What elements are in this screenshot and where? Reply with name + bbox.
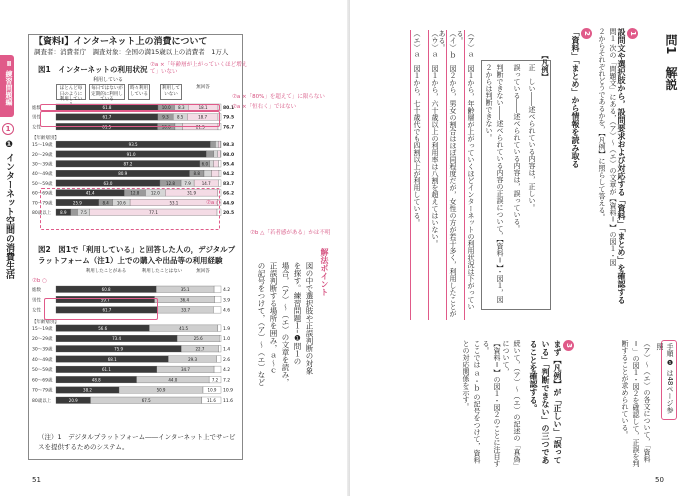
bar-value: 50.9: [156, 387, 166, 393]
fig2-legend-col2: 利用したことはない: [141, 269, 183, 274]
bar-segment: [218, 151, 221, 158]
legend-item-1: 正 しい――述べられている内容は，正しい。: [528, 64, 536, 211]
row-total: 83.7: [223, 181, 235, 187]
step-3-heading: まず【凡例】が「正しい」「誤っている」「判断できない」の三つであることを確認する。: [529, 340, 562, 464]
bar-value: 36.4: [180, 297, 189, 303]
row-label: 総数: [32, 106, 41, 111]
bar-value: 60.8: [101, 287, 111, 292]
highlight-total: [40, 104, 220, 111]
bar-value: 61.7: [102, 114, 112, 120]
row-label: 60〜69歳: [32, 378, 53, 384]
figure1-title: 図1 インターネットの利用状況: [38, 65, 148, 74]
bar-value: 38.2: [83, 387, 92, 393]
section-tab-label: Ⅱ 練習問題編: [5, 60, 13, 106]
bar-value: 12.8: [130, 190, 140, 196]
legend-label: 【凡例】: [541, 52, 549, 80]
bar-value: 11.6: [206, 398, 216, 403]
answer-line-3: （ウ）ａ 図１から，六十歳以上の利用率は八割を超えてはいない。: [428, 30, 440, 320]
kaisetsu-title: 解法ポイント: [320, 248, 329, 296]
row-label: 60〜69歳: [32, 191, 53, 197]
row-noanswer: 7.2: [223, 378, 231, 384]
bar-segment: [220, 141, 221, 148]
row-noanswer: 11.6: [223, 399, 234, 404]
bar-segment: [219, 170, 221, 177]
bar-value: 8.8: [193, 171, 200, 177]
bar-value: 7.5: [80, 210, 87, 215]
body-line-1: 問１ 次の「問題文」にある，（ア）〜（エ）の文章が【資料Ⅰ】の図１・図２からそれぞれどうであるかを，【凡例】に照らして答える。: [598, 28, 617, 266]
bar-value: 8.3: [178, 105, 185, 110]
age-header: 【年齢層別】: [32, 136, 59, 142]
row-label: 50〜59歳: [32, 368, 53, 374]
body-line-3: （ア）〜（エ）の各文について，「資料Ⅰ」の図１・図２を確認して，正誤を判断することが求められている。: [621, 340, 651, 467]
bar-segment: [210, 141, 215, 148]
row-noanswer: 1.4: [223, 347, 231, 353]
bar-value: 56.6: [98, 325, 108, 331]
bar-segment: [213, 161, 218, 168]
step-2-heading: 「資料」「まとめ」から情報を読み取る: [571, 28, 580, 168]
bar-segment: [218, 325, 221, 332]
fig1-legend-col2: 毎日ではないが定期的に利用している: [89, 84, 125, 100]
body-line-6: ここでは ａ・ｂ の記号をつけて，資料との対応関係を示す。: [462, 340, 481, 464]
row-total: 95.4: [223, 162, 235, 168]
bar-value: 14.7: [201, 180, 211, 186]
bar-value: 8.5: [176, 114, 184, 120]
bar-segment: [206, 151, 214, 158]
row-noanswer: 10.9: [223, 388, 234, 394]
kaisetsu-line-4: 正誤判断する場所を囲み，ａ〜ｃ: [269, 262, 278, 375]
bar-segment: [215, 141, 218, 148]
bar-value: 12.8: [166, 180, 175, 186]
bar-segment: [219, 335, 221, 342]
bar-value: 44.0: [168, 377, 178, 383]
step-1-heading: 設問文や選択肢から，設問要求および対応する「資料」「まとめ」を確認する: [617, 28, 626, 304]
row-label: 15〜19歳: [32, 326, 53, 332]
fig1-legend-col5: 無回答: [195, 84, 211, 93]
bar-segment: [219, 346, 221, 353]
row-total: 98.3: [223, 143, 235, 149]
row-label: 30〜39歳: [32, 347, 53, 353]
kaisetsu-line-5: の記号をつけて，（ア）〜（エ）など: [257, 262, 266, 386]
figure2-title: 図2 図1で「利用している」と回答した人の，デジタルプラットフォーム（注1）上での購入や出品等の利用経験: [38, 245, 236, 265]
kaisetsu-line-1: 図の中で選択肢や正誤判断の対象: [305, 262, 314, 375]
bar-value: 20.9: [68, 398, 78, 403]
row-total: 94.2: [223, 172, 235, 178]
bar-value: 35.1: [180, 287, 190, 292]
row-total: 98.0: [223, 152, 235, 158]
bar-value: 61.5: [102, 124, 112, 130]
bar-value: 8.4: [102, 200, 109, 206]
row-label: 20〜29歳: [32, 337, 53, 343]
annotation-b1: ⑦b ○: [32, 278, 47, 284]
row-label: 80歳以上: [32, 399, 52, 404]
bar-segment: [211, 170, 219, 177]
bar-value: 91.0: [126, 151, 136, 157]
bar-value: 18.1: [198, 105, 208, 110]
fig1-use-label: 利用している: [58, 77, 158, 85]
step-1: [617, 28, 638, 304]
row-total: 44.9: [223, 201, 235, 207]
row-label: 40〜49歳: [32, 172, 53, 178]
bar-value: 6.0: [201, 161, 209, 167]
bar-value: 34.7: [180, 367, 190, 373]
row-label: 50〜59歳: [32, 181, 53, 187]
bar-segment: [213, 307, 221, 314]
row-noanswer: 1.0: [223, 337, 231, 343]
body-line-5: 【資料Ⅰ】の図１・図２のことに注目する。: [482, 340, 501, 467]
bar-segment: [219, 161, 221, 168]
annotation-b2: ⑦b △「若者感がある」かは不明: [250, 230, 331, 236]
bar-value: 67.5: [141, 398, 151, 403]
bar-segment: [218, 141, 220, 148]
bar-segment: [220, 151, 221, 158]
row-label: 女性: [32, 308, 41, 314]
row-label: 15〜19歳: [32, 143, 53, 149]
highlight-older: [40, 188, 220, 230]
bar-segment: [214, 151, 218, 158]
row-label: 男性: [32, 115, 41, 121]
bar-value: 68.1: [107, 356, 117, 362]
row-total: 66.2: [223, 191, 235, 197]
chapter-title: ❶ インターネット空間の消費生活: [4, 140, 14, 280]
right-page-number: 50: [655, 476, 664, 484]
bar-value: 7.2: [211, 377, 219, 383]
bar-value: 87.2: [123, 161, 133, 167]
bar-value: 31.9: [187, 190, 197, 196]
bar-value: 8.9: [60, 210, 67, 215]
bar-value: 77.1: [148, 210, 158, 215]
row-noanswer: 3.9: [223, 298, 231, 304]
bar-segment: [215, 296, 221, 303]
kaisetsu-line-3: 場合，（ア）〜（エ）の文章を読み，: [281, 262, 290, 386]
bar-value: 41.5: [179, 325, 189, 331]
bar-segment: [214, 286, 221, 293]
bar-value: 25.9: [72, 200, 82, 206]
body-line-4: 続いて，（ア）〜（エ）の記述の「真偽」について，: [502, 340, 521, 470]
bar-value: 63.0: [103, 180, 113, 186]
legend-item-3: 判断できない――述べられている内容の正誤について，【資料Ⅰ】・図１，図２からは判断できない。: [485, 64, 504, 303]
left-page-number: 51: [32, 476, 41, 484]
fig2-legend-col1: 利用したことがある: [85, 269, 127, 274]
row-noanswer: 4.6: [223, 308, 231, 314]
answer-line-2: （イ）ｂ 図２から，男女の割合はほぼ同程度だが，女性の方が若干多く，利用したことがある。: [446, 30, 458, 320]
fig1-legend-col4: 利用していない: [160, 84, 182, 100]
step-2: [571, 28, 592, 168]
bar-value: 18.7: [198, 114, 208, 120]
bar-value: 33.7: [181, 307, 191, 313]
row-label: 80歳以上: [32, 211, 52, 216]
row-total: 80.1: [223, 106, 235, 111]
step-3: [529, 340, 574, 470]
step-2-number: 2: [581, 28, 592, 39]
highlight-fig2-gender: [44, 298, 158, 320]
annotation-a1: ⑦a ×「年齢層が上がっていくほど増えて」いない: [150, 62, 248, 75]
row-label: 70〜79歳: [32, 201, 53, 207]
bar-segment: [210, 161, 214, 168]
row-noanswer: 2.6: [223, 357, 231, 363]
row-total: 20.5: [223, 211, 235, 216]
step-ref-label: 手順 ❶ は48ページ参照: [661, 340, 677, 420]
annotation-a3: ⑦a ×「恒右く」ではない: [232, 104, 297, 110]
bar-value: 29.3: [188, 356, 197, 362]
row-label: 40〜49歳: [32, 357, 53, 363]
bar-value: 75.9: [114, 346, 124, 352]
bar-value: 41.4: [85, 190, 95, 196]
bar-segment: [204, 170, 211, 177]
bar-value: 10.6: [161, 124, 171, 130]
row-noanswer: 4.2: [223, 288, 231, 293]
answer-line-4: （エ）ａ 図１から，七十歳代でも四割以上が利用している。: [410, 30, 422, 320]
step-1-number: 1: [627, 28, 638, 39]
bar-value: 10.0: [161, 105, 171, 110]
bar-value: 61.1: [101, 367, 111, 373]
bar-value: 10.6: [116, 200, 126, 206]
row-label: 男性: [32, 298, 41, 304]
bar-value: 10.9: [207, 387, 217, 393]
answer-line-1: （ア）ａ 図１から，年齢層が上がっていくほどインターネットの利用状況は下がっている。: [464, 30, 476, 320]
material-title: 【資料Ⅰ】インターネット上の消費について: [34, 37, 208, 47]
bar-value: 61.7: [102, 307, 112, 313]
chapter-number: 1: [2, 123, 14, 135]
bar-segment: [214, 366, 221, 373]
age-header: 【年齢層別】: [32, 319, 59, 325]
annotation-a4: ⑦a ○: [206, 200, 221, 206]
bar-value: 22.7: [195, 346, 205, 352]
bar-value: 12.0: [150, 190, 160, 196]
bar-value: 21.5: [195, 124, 205, 130]
row-noanswer: 4.2: [223, 368, 231, 374]
row-label: 70〜79歳: [32, 388, 53, 394]
bar-value: 48.8: [91, 377, 101, 383]
fig1-legend-col3: 時々利用している: [128, 84, 150, 100]
bar-value: 61.8: [102, 105, 112, 110]
bar-segment: [217, 356, 221, 363]
bar-value: 59.7: [100, 297, 110, 303]
fig1-legend-col1: ほとんど毎日のように利用してい: [56, 84, 86, 100]
row-noanswer: 1.9: [223, 326, 231, 332]
bar-value: 80.9: [118, 171, 128, 177]
step-3-number: 3: [563, 340, 574, 351]
bar-value: 53.1: [169, 200, 179, 206]
kaisetsu-line-2: を探す。練習問題１–❶問１の: [293, 262, 302, 365]
row-label: 総数: [32, 288, 41, 293]
footnote: （注）1 デジタルプラットフォーム――インターネット上でサービスを提供するためのシステム。: [38, 433, 236, 451]
fig2-legend-col3: 無回答: [190, 268, 216, 276]
bar-value: 93.5: [128, 142, 138, 148]
question-title: 問1 解説: [664, 34, 678, 91]
bar-value: 7.9: [184, 180, 191, 186]
row-label: 20〜29歳: [32, 152, 53, 158]
highlight-gender: [40, 111, 220, 130]
bar-value: 73.4: [112, 336, 122, 342]
survey-info: 調査者：消費者庁 調査対象：全国の満15歳以上の消費者 1万人: [34, 48, 229, 56]
annotation-a2: ⑦a ×「80%」を超えて」に限らない: [232, 94, 325, 100]
row-label: 女性: [32, 125, 41, 131]
row-total: 79.5: [223, 115, 235, 121]
row-total: 76.7: [223, 125, 235, 131]
row-label: 30〜39歳: [32, 162, 53, 168]
bar-value: 25.6: [193, 336, 203, 342]
bar-segment: [218, 180, 221, 187]
legend-item-2: 誤っている――述べられている内容は，誤っている。: [513, 64, 521, 232]
bar-value: 9.3: [162, 114, 169, 120]
